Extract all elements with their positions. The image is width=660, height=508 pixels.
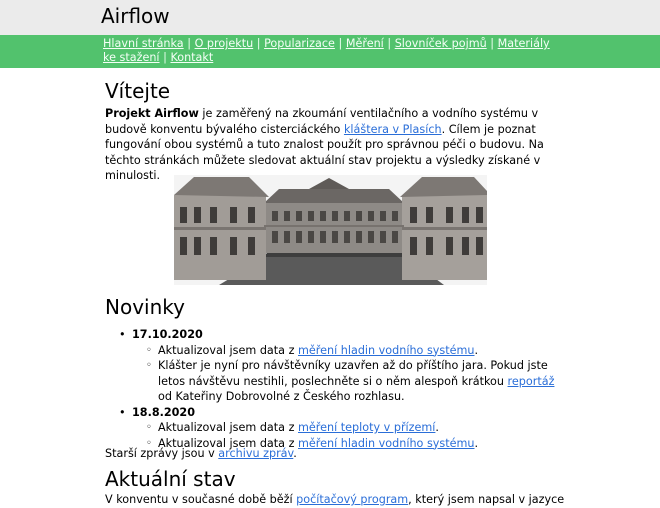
- nav-separator: |: [338, 37, 343, 50]
- nav-link-about[interactable]: O projektu: [194, 37, 254, 50]
- news-text: od Kateřiny Dobrovolné z Českého rozhlasu.: [158, 390, 405, 403]
- news-item: [158, 343, 560, 359]
- nav-link-downloads[interactable]: Materiály ke stažení: [103, 37, 550, 64]
- nav-separator: |: [187, 37, 191, 50]
- status-text: V konventu v současné době běží: [105, 493, 297, 506]
- nav-links: [103, 37, 563, 65]
- computer-program-link[interactable]: počítačový program: [296, 493, 409, 506]
- news-entry: [105, 405, 560, 452]
- welcome-heading: Vítejte: [105, 79, 171, 103]
- status-heading: Aktuální stav: [105, 467, 236, 491]
- nav-separator: |: [387, 37, 392, 50]
- intro-text: je zaměřený na zkoumání ventilačního a vodního systému v budově konventu bývalého cisterciáckého: [105, 107, 539, 136]
- status-text: , který jsem napsal v jazyce: [408, 493, 565, 506]
- news-archive-link[interactable]: archivu zpráv: [218, 447, 294, 460]
- news-text: Aktualizoval jsem data z: [158, 436, 298, 450]
- main-nav: [0, 35, 660, 68]
- report-link[interactable]: reportáž: [507, 374, 555, 388]
- site-title: Airflow: [101, 4, 170, 28]
- project-name: Projekt Airflow: [105, 107, 199, 120]
- nav-link-home[interactable]: Hlavní stránka: [103, 37, 184, 50]
- nav-link-measurements[interactable]: Měření: [345, 37, 384, 50]
- nav-separator: |: [163, 51, 167, 64]
- news-text: Klášter je nyní pro návštěvníky uzavřen až do příštího jara. Pokud jste letos návštěvu nestihli, poslechněte si o něm alespoň krátkou: [158, 359, 548, 388]
- monastery-link[interactable]: kláštera v Plasích: [343, 122, 442, 136]
- older-news: [105, 446, 297, 462]
- older-news-text: Starší zprávy jsou v: [105, 447, 219, 460]
- news-heading: Novinky: [105, 295, 185, 319]
- site-header: [0, 0, 660, 35]
- news-text: Aktualizoval jsem data z: [158, 343, 298, 357]
- nav-link-popularization[interactable]: Popularizace: [264, 37, 335, 50]
- welcome-section: [105, 78, 560, 184]
- intro-text: . Cílem je poznat fungování obou systémů a tuto znalost použít pro správnou péči o budovu. Na těchto stránkách můžete sledovat aktuální stav projektu a výsledky získané v minulosti.: [105, 122, 544, 182]
- nav-separator: |: [490, 37, 495, 50]
- intro-paragraph: [105, 106, 560, 184]
- news-list: [105, 327, 560, 451]
- nav-link-contact[interactable]: Kontakt: [170, 51, 214, 64]
- older-news-text: .: [293, 447, 297, 460]
- news-text: Aktualizoval jsem data z: [158, 421, 298, 434]
- monastery-image: [174, 175, 487, 285]
- news-text: .: [474, 343, 479, 357]
- news-item: [158, 420, 560, 436]
- news-date: 17.10.2020: [132, 328, 203, 341]
- news-text: .: [474, 436, 479, 450]
- news-entry: [105, 327, 560, 405]
- news-date: 18.8.2020: [132, 405, 195, 419]
- news-text: .: [435, 421, 439, 434]
- water-levels-link[interactable]: měření hladin vodního systému: [298, 343, 475, 357]
- news-item: [158, 358, 560, 405]
- nav-separator: |: [256, 37, 261, 50]
- monastery-photo: [174, 175, 487, 285]
- ground-floor-temperature-link[interactable]: měření teploty v přízemí: [298, 421, 436, 434]
- nav-link-glossary[interactable]: Slovníček pojmů: [394, 37, 487, 50]
- water-levels-link[interactable]: měření hladin vodního systému: [298, 436, 475, 450]
